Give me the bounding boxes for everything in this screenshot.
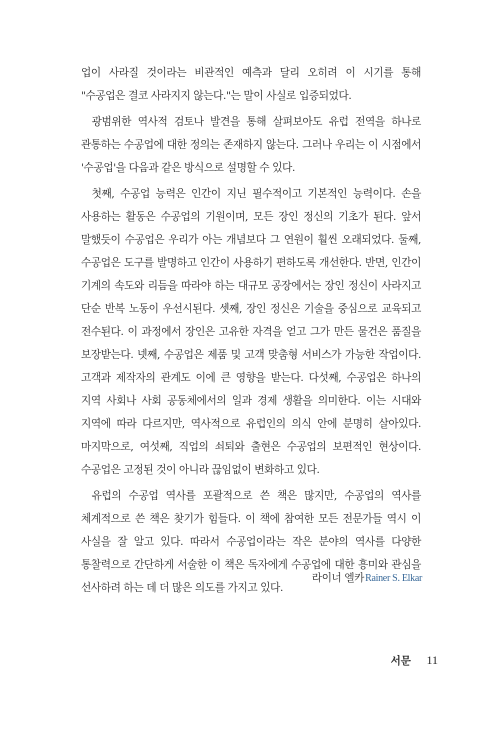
paragraph-continuation: 업이 사라질 것이라는 비관적인 예측과 달리 오히려 이 시기를 통해 "수공업은 결코 사라지지 않는다."는 말이 사실로 입증되었다. [81, 67, 421, 102]
page-number: 11 [426, 653, 438, 667]
section-label: 서문 [390, 655, 411, 667]
paragraph-book-purpose: 유럽의 수공업 역사를 포괄적으로 쓴 책은 많지만, 수공업의 역사를 체계적으로 쓴 책은 찾기가 힘들다. 이 책에 참여한 모든 전문가들 역시 이 사실을 잘 알고 있다. 따라서 수공업이라는 작은 분야의 역사를 다양한 통찰력으로 간단하게 서술한 이 책은 독자에게 수공업에 대한 흥미와 관심을 선사하려 하는 데 더 많은 의도를 가지고 있다. [81, 490, 421, 594]
page-footer [391, 653, 438, 668]
body-text [81, 62, 421, 603]
author-signature [312, 570, 422, 585]
author-name-korean: 라이너 엘카 [311, 572, 365, 584]
paragraph-six-points: 첫째, 수공업 능력은 인간이 지닌 필수적이고 기본적인 능력이다. 손을 사용하는 활동은 수공업의 기원이며, 모든 장인 정신의 기초가 된다. 앞서 말했듯이 수공업은 우리가 아는 개념보다 그 연원이 훨씬 오래되었다. 둘째, 수공업은 도구를 발명하고 인간이 사용하기 편하도록 개선한다. 반면, 인간이 기계의 속도와 리듬을 따라야 하는 대규모 공장에서는 장인 정신이 사라지고 단순 반복 노동이 우선시된다. 셋째, 장인 정신은 기술을 중심으로 교육되고 전수된다. 이 과정에서 장인은 고유한 자격을 얻고 그가 만든 물건은 품질을 보장받는다. 넷째, 수공업은 제품 및 고객 맞춤형 서비스가 가능한 작업이다. 고객과 제작자의 관계도 이에 큰 영향을 받는다. 다섯째, 수공업은 하나의 지역 사회나 사회 공동체에서의 일과 경제 생활을 의미한다. 이는 시대와 지역에 따라 다르지만, 역사적으로 유럽인의 의식 안에 분명히 살아있다. 마지막으로, 여섯째, 직업의 쇠퇴와 출현은 수공업의 보편적인 현상이다. 수공업은 고정된 것이 아니라 끊임없이 변화하고 있다. [81, 188, 421, 476]
author-name-latin: Rainer S. Elkar [365, 573, 422, 584]
paragraph-definition-intro: 광범위한 역사적 검토나 발견을 통해 살펴보아도 유럽 전역을 하나로 관통하는 수공업에 대한 정의는 존재하지 않는다. 그러나 우리는 이 시점에서 '수공업'을 다음과 같은 방식으로 설명할 수 있다. [81, 116, 421, 174]
